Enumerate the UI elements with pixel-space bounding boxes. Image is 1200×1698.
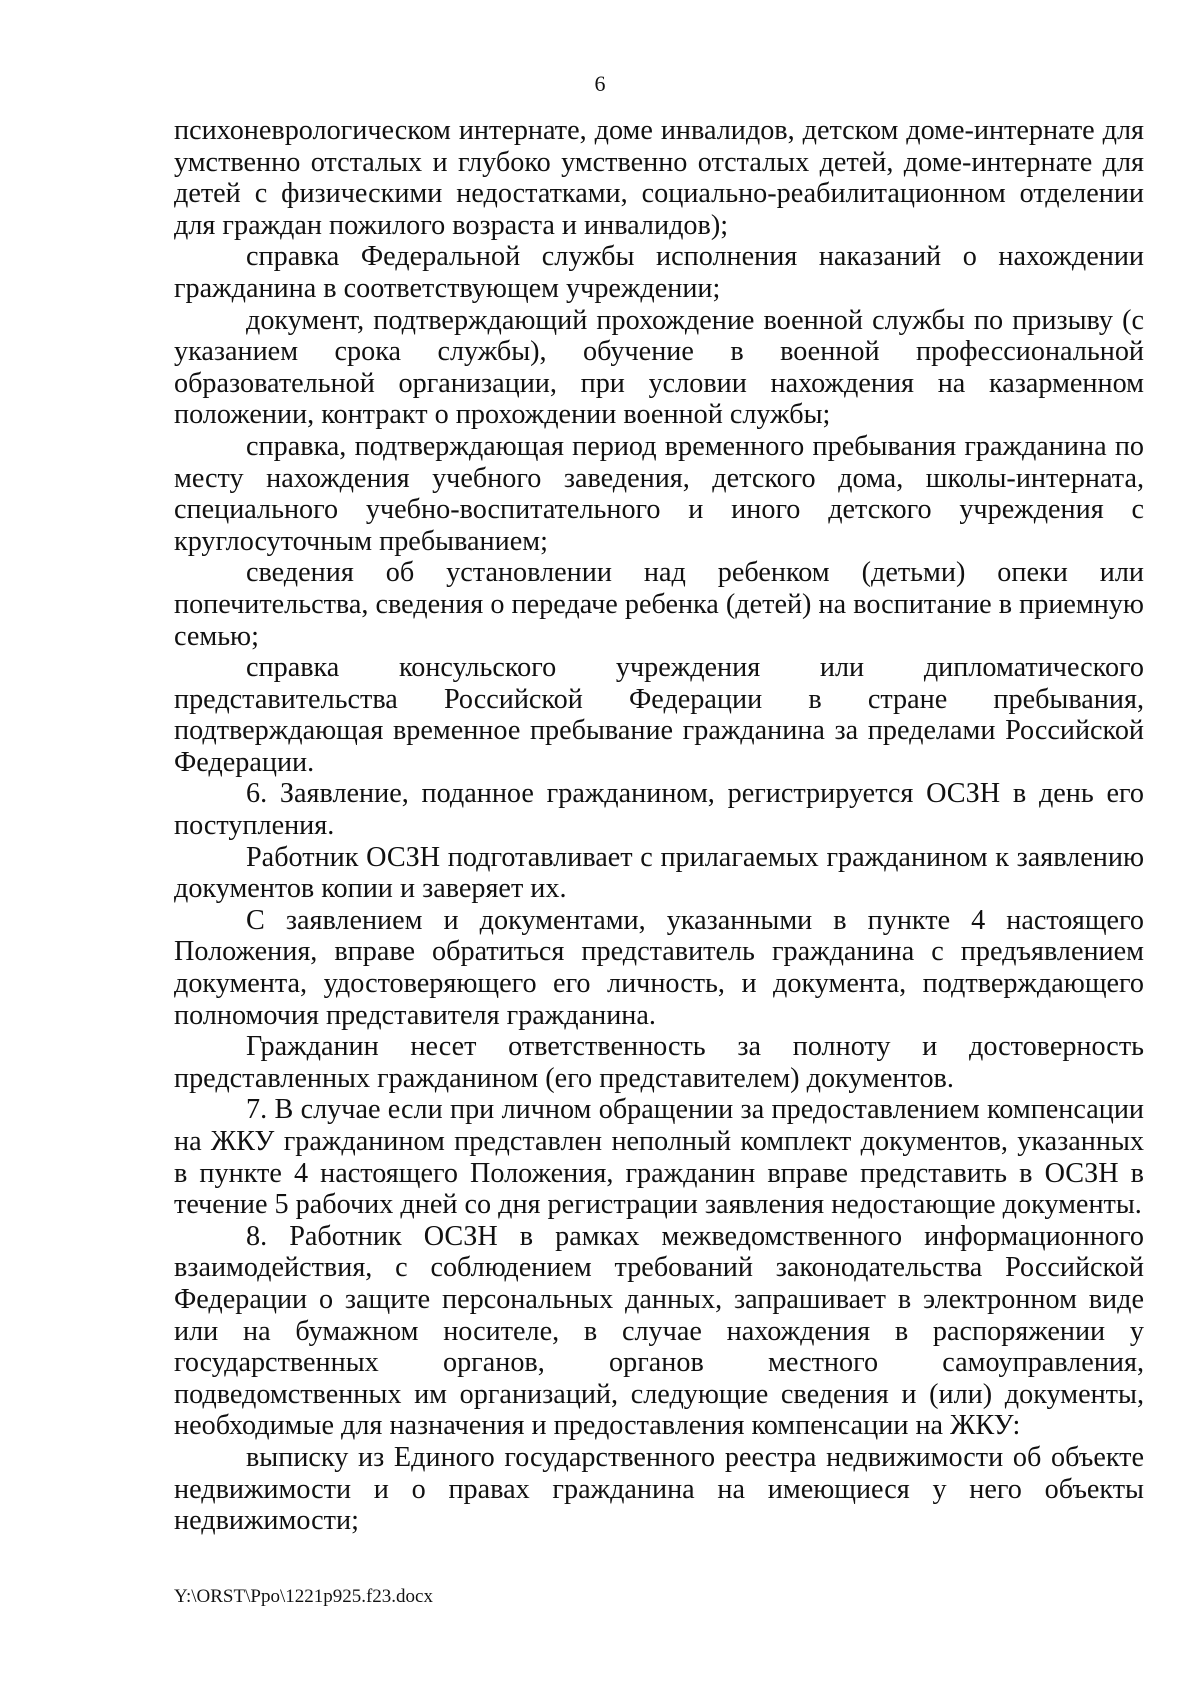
paragraph-continuation: психоневрологическом интернате, доме инвалидов, детском доме-интернате для умственно отсталых и глубоко умственно отсталых детей, доме-интернате для детей с физическими недостатками, социально-реабилитационном отделении для граждан пожилого возраста и инвалидов);	[174, 115, 1144, 241]
paragraph-clause-6: 6. Заявление, поданное гражданином, регистрируется ОСЗН в день его поступления.	[174, 778, 1144, 842]
paragraph-military-service: документ, подтверждающий прохождение военной службы по призыву (с указанием срока службы), обучение в военной профессиональной образовательной организации, при условии нахождения на казарменном положении, контракт о прохождении военной службы;	[174, 304, 1144, 431]
paragraph-clause-8: 8. Работник ОСЗН в рамках межведомственного информационного взаимодействия, с соблюдением требований законодательства Российской Федерации о защите персональных данных, запрашивает в электронном виде или на бумажном носителе, в случае нахождения в распоряжении у государственных органов, органов местного самоуправления, подведомственных им организаций, следующие сведения и (или) документы, необходимые для назначения и предоставления компенсации на ЖКУ:	[174, 1220, 1144, 1442]
document-body	[174, 115, 1144, 1537]
paragraph-clause-7: 7. В случае если при личном обращении за предоставлением компенсации на ЖКУ гражданином представлен неполный комплект документов, указанных в пункте 4 настоящего Положения, гражданин вправе представить в ОСЗН в течение 5 рабочих дней со дня регистрации заявления недостающие документы.	[174, 1094, 1144, 1221]
paragraph-guardianship: сведения об установлении над ребенком (детьми) опеки или попечительства, сведения о передаче ребенка (детей) на воспитание в приемную семью;	[174, 557, 1144, 652]
paragraph-consular-certificate: справка консульского учреждения или дипломатического представительства Российской Федерации в стране пребывания, подтверждающая временное пребывание гражданина за пределами Российской Федерации.	[174, 652, 1144, 778]
paragraph-temporary-stay: справка, подтверждающая период временного пребывания гражданина по месту нахождения учебного заведения, детского дома, школы-интерната, специального учебно-воспитательного и иного детского учреждения с круглосуточным пребыванием;	[174, 430, 1144, 557]
paragraph-representative: С заявлением и документами, указанными в пункте 4 настоящего Положения, вправе обратиться представитель гражданина с предъявлением документа, удостоверяющего его личность, и документа, подтверждающего полномочия представителя гражданина.	[174, 904, 1144, 1031]
paragraph-egrn-extract: выписку из Единого государственного реестра недвижимости об объекте недвижимости и о правах гражданина на имеющиеся у него объекты недвижимости;	[174, 1441, 1144, 1537]
paragraph-responsibility: Гражданин несет ответственность за полноту и достоверность представленных гражданином (его представителем) документов.	[174, 1031, 1144, 1094]
paragraph-fsin-certificate: справка Федеральной службы исполнения наказаний о нахождении гражданина в соответствующем учреждении;	[174, 241, 1144, 304]
footer-file-path: Y:\ORST\Ppo\1221p925.f23.docx	[174, 1586, 433, 1607]
paragraph-copies: Работник ОСЗН подготавливает с прилагаемых гражданином к заявлению документов копии и заверяет их.	[174, 841, 1144, 905]
page-number: 6	[594, 71, 606, 96]
